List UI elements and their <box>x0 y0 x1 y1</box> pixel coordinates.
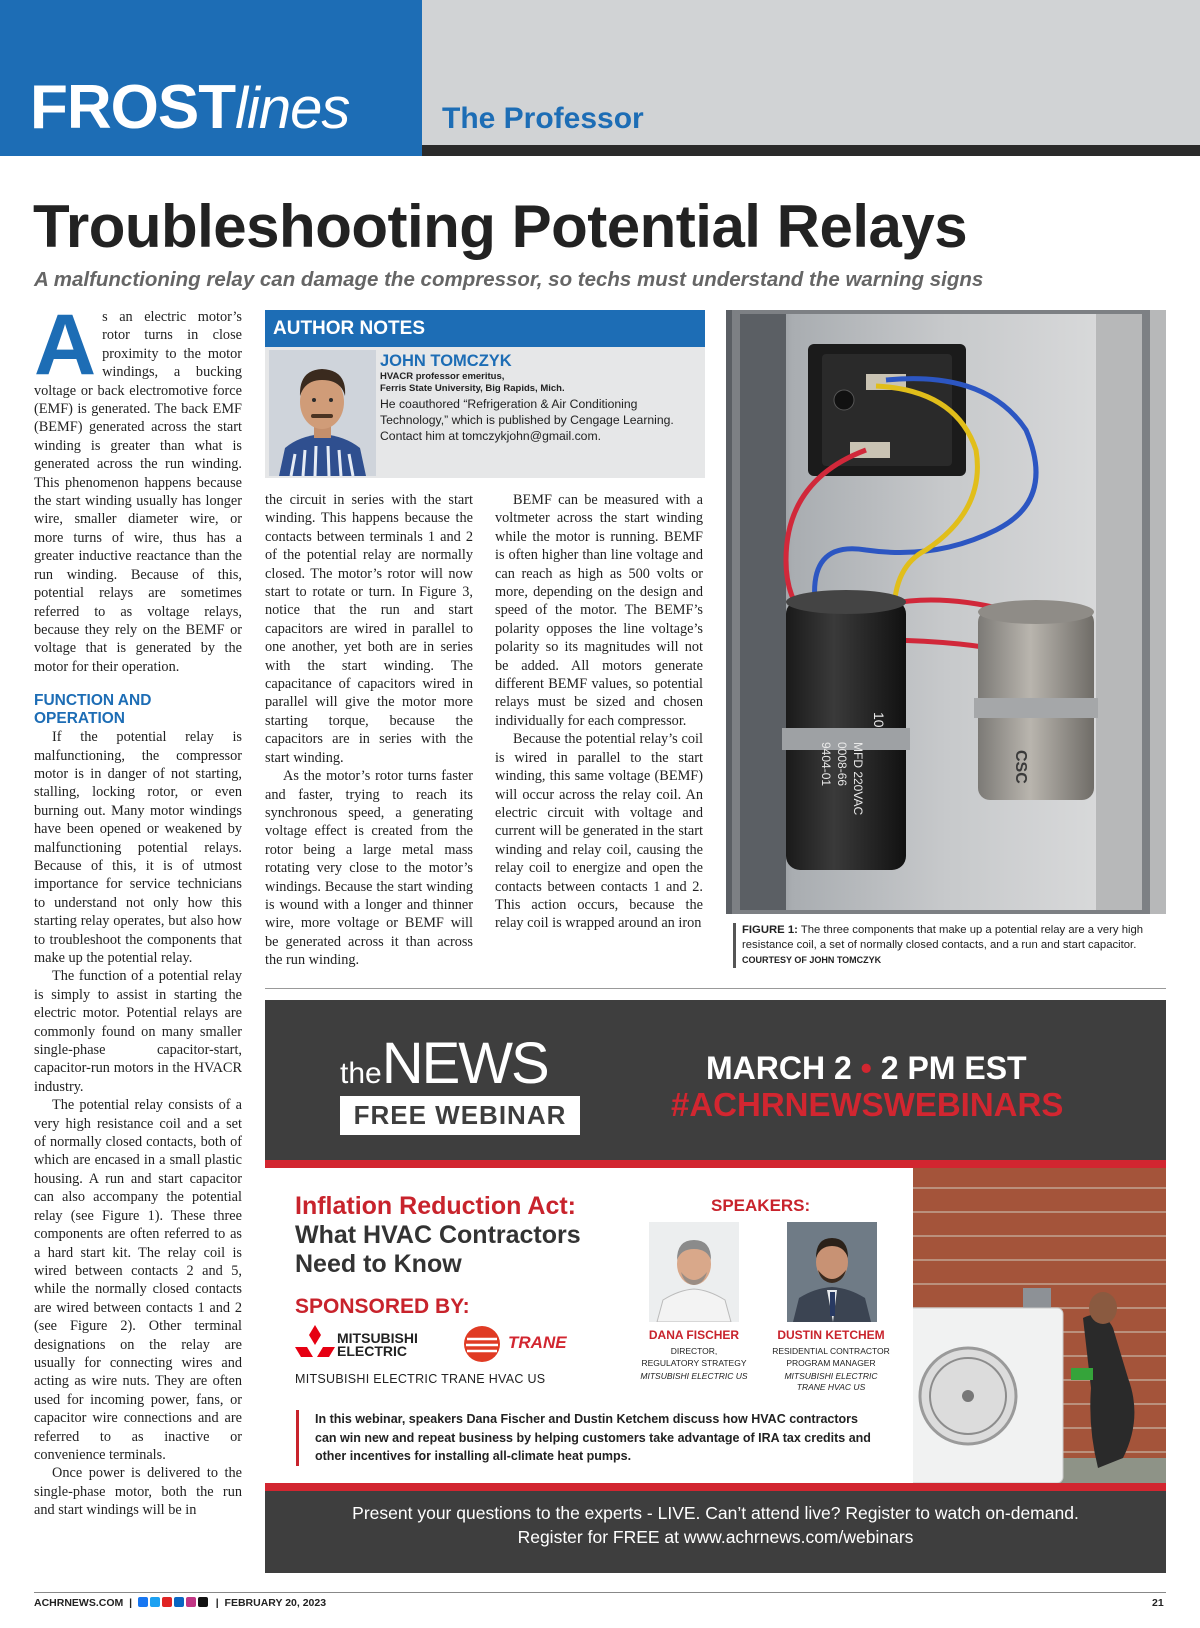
section-name: The Professor <box>442 102 644 135</box>
author-name: JOHN TOMCZYK <box>380 352 512 370</box>
speakers-label: SPEAKERS: <box>711 1196 811 1215</box>
author-role <box>380 371 700 395</box>
heat-pump-photo <box>913 1168 1166 1483</box>
webinar-date <box>706 1050 1027 1087</box>
footer-separator: | <box>129 1597 133 1609</box>
time-text: 2 PM EST <box>880 1050 1027 1086</box>
speaker-photo <box>649 1222 739 1322</box>
facebook-icon[interactable] <box>138 1597 148 1607</box>
speaker-name: DUSTIN KETCHEM <box>777 1328 885 1342</box>
figure-1-photo <box>726 310 1166 914</box>
footer-rule <box>34 1592 1166 1593</box>
webinar-headline: Inflation Reduction Act: <box>295 1192 576 1220</box>
paragraph: As the motor’s rotor turns faster and faster, trying to reach its synchronous speed, a generating voltage effect is created from the rotor being a large metal mass rotating very close to the motor’s windings. Because the start winding is wound with a longer and thinner wire, more voltage or BEMF will be generated across it than across the run winding. <box>265 768 473 969</box>
divider <box>265 988 1166 989</box>
capacitor-label: 9404-01 <box>819 742 833 787</box>
mitsubishi-line: ELECTRIC <box>337 1343 407 1359</box>
youtube-icon[interactable] <box>162 1597 172 1607</box>
sponsored-by-label: SPONSORED BY: <box>295 1295 470 1318</box>
trane-logo-icon <box>463 1325 501 1368</box>
webinar-description: In this webinar, speakers Dana Fischer and Dustin Ketchem discuss how HVAC contractors can win new and repeat business by helping customers take advantage of IRA tax credits and other incentives for installing all-climate heat pumps. <box>296 1410 876 1466</box>
drop-cap: A <box>34 297 97 393</box>
free-webinar-badge: FREE WEBINAR <box>340 1096 580 1135</box>
speaker-company <box>756 1371 906 1393</box>
register-link[interactable]: Register for FREE at www.achrnews.com/webinars <box>517 1527 914 1547</box>
paragraph: the circuit in series with the start winding. This happens because the contacts between terminals 1 and 2 of the potential relay are normally closed. The motor’s rotor will now start to rotate or turn. In Figure 3, notice that the run and start capacitors are wired in parallel to one another, yet both are in series with the start winding. The capacitance of capacitors wired in parallel will give the motor more starting torque, because the capacitors are in series with the start winding. <box>265 492 473 766</box>
ad-red-stripe <box>265 1160 1166 1168</box>
capacitor-label: MFD 220VAC <box>851 742 865 816</box>
speaker-title <box>619 1345 769 1369</box>
date-separator: • <box>860 1050 872 1086</box>
speaker-company: MITSUBISHI ELECTRIC US <box>640 1371 748 1381</box>
author-role-line: HVACR professor emeritus, <box>380 371 505 382</box>
mitsubishi-logo-icon <box>295 1325 335 1364</box>
capacitor-label: 10 <box>871 712 887 728</box>
webinar-subheadline: What HVAC Contractors Need to Know <box>295 1221 581 1278</box>
paragraph: The function of a potential relay is simply to assist in starting the electric motor. Potential relays are commonly found on many smaller single-phase capacitor-start, capacitor-run motors in the HVACR industry. <box>34 968 242 1095</box>
the-news-logo <box>340 1030 548 1097</box>
article-title: Troubleshooting Potential Relays <box>33 193 968 260</box>
footer-left <box>34 1597 326 1609</box>
speaker-title-line: RESIDENTIAL CONTRACTOR <box>772 1346 890 1356</box>
author-notes-heading: AUTHOR NOTES <box>265 310 705 347</box>
author-photo <box>269 350 376 476</box>
sponsor-names: MITSUBISHI ELECTRIC TRANE HVAC US <box>295 1372 546 1386</box>
speaker-company-line: TRANE HVAC US <box>796 1382 866 1392</box>
logo-the: the <box>340 1057 382 1090</box>
author-notes-box <box>265 310 705 478</box>
speaker-title <box>756 1345 906 1369</box>
footer-site[interactable]: ACHRNEWS.COM <box>34 1597 124 1609</box>
capacitor-label: CSC <box>1012 750 1029 784</box>
mitsubishi-wordmark <box>337 1332 418 1358</box>
article-column-2 <box>265 491 473 970</box>
paragraph: The potential relay consists of a very high resistance coil and a set of normally closed contacts, both of which are encased in a small plastic housing. A run and start capacitor can also accompany the potential relay (see Figure 1). These three components are often referred to as a hard start kit. The relay coil is wired between contacts 2 and 5, while the normally closed contacts are wired between contacts 1 and 2 (see Figure 2). Other terminal designations on the relay are usually for connecting wires and acting as wire nuts. They are often used for incoming power, fans, or capacitor wire connections and are referred to as inactive or convenience terminals. <box>34 1097 242 1463</box>
author-role-line: Ferris State University, Big Rapids, Mich. <box>380 383 565 394</box>
cta-line: Present your questions to the experts - LIVE. Can’t attend live? Register to watch on-demand. <box>352 1503 1079 1523</box>
paragraph: Once power is delivered to the single-phase motor, both the run and start windings will be in <box>34 1465 242 1519</box>
speaker-title-line: PROGRAM MANAGER <box>786 1358 876 1368</box>
logo-italic: lines <box>235 76 350 141</box>
footer-date: FEBRUARY 20, 2023 <box>224 1597 327 1609</box>
date-text: MARCH 2 <box>706 1050 852 1086</box>
figure-label: FIGURE 1: <box>742 924 798 936</box>
logo-bold: FROST <box>30 73 236 142</box>
page-number: 21 <box>1152 1597 1164 1609</box>
author-bio: He coauthored “Refrigeration & Air Conditioning Technology,” which is published by Cengage Learning. Contact him at tomczykjohn@gmail.com. <box>380 397 674 444</box>
speaker-title-line: REGULATORY STRATEGY <box>641 1358 747 1368</box>
webinar-hashtag[interactable]: #ACHRNEWSWEBINARS <box>671 1086 1064 1123</box>
trane-wordmark: TRANE <box>508 1333 567 1352</box>
subhead: FUNCTION AND OPERATION <box>34 692 152 728</box>
twitter-icon[interactable] <box>150 1597 160 1607</box>
paragraph: Because the potential relay’s coil is wired in parallel to the start winding, this same voltage (BEMF) will occur across the relay coil. An electric circuit with voltage and current will be generated in the start winding and relay coil, causing the relay coil to energize and open the contacts between contacts 1 and 2. This action occurs, because the relay coil is wrapped around an iron <box>495 731 703 932</box>
speaker-card <box>756 1328 906 1393</box>
article-column-1 <box>34 297 242 1520</box>
mitsubishi-line: MITSUBISHI <box>337 1330 418 1346</box>
figure-caption-text: The three components that make up a potential relay are a very high resistance coil, a set of normally closed contacts, and a run and start capacitor. <box>742 924 1144 951</box>
paragraph: BEMF can be measured with a voltmeter across the start winding while the motor is running. BEMF is often higher than line voltage and can reach as high as 500 volts or more, depending on the design and speed of the motor. The BEMF’s polarity opposes the line voltage’s polarity so its magnitudes will not be added. All motors generate different BEMF values, so potential relays must be sized and chosen individually for each compressor. <box>495 492 703 729</box>
speaker-name: DANA FISCHER <box>648 1328 740 1342</box>
paragraph: s an electric motor’s rotor turns in close proximity to the motor windings, a bucking voltage or back electromotive force (EMF) is generated. The back EMF (BEMF) generated across the start winding is greater than what is generated across the run winding. This phenomenon happens because the start winding usually has longer wire, smaller diameter wire, or more turns of wire, thus has a greater inductive reactance than the run winding. Because of this, potential relays are sometimes referred to as voltage relays, because they rely on the BEMF or voltage that is generated by the motor for their operation. <box>34 309 242 675</box>
logo-news: NEWS <box>381 1031 548 1096</box>
article-dek: A malfunctioning relay can damage the compressor, so techs must understand the warning signs <box>34 268 984 291</box>
paragraph: If the potential relay is malfunctioning, the compressor motor is in danger of not starting, stalling, locking rotor, or even burning out. Many motor windings have been opened or weakened by malfunctioning potential relays. Because of this, it is of utmost importance for service technicians to understand not only how this starting relay operates, but also how to troubleshoot the components that make up the potential relay. <box>34 729 242 966</box>
figure-credit: COURTESY OF JOHN TOMCZYK <box>742 955 882 965</box>
tiktok-icon[interactable] <box>198 1597 208 1607</box>
frostlines-logo <box>30 72 349 143</box>
instagram-icon[interactable] <box>186 1597 196 1607</box>
speaker-card <box>619 1328 769 1382</box>
speaker-company-line: MITSUBISHI ELECTRIC <box>784 1371 878 1381</box>
speaker-photo <box>787 1222 877 1322</box>
footer-separator: | <box>215 1597 219 1609</box>
article-column-3 <box>495 491 703 933</box>
linkedin-icon[interactable] <box>174 1597 184 1607</box>
capacitor-label: 0008-66 <box>835 742 849 787</box>
header-rule <box>422 145 1200 156</box>
speaker-title-line: DIRECTOR, <box>670 1346 718 1356</box>
ad-call-to-action <box>265 1501 1166 1549</box>
figure-caption <box>733 923 1173 968</box>
